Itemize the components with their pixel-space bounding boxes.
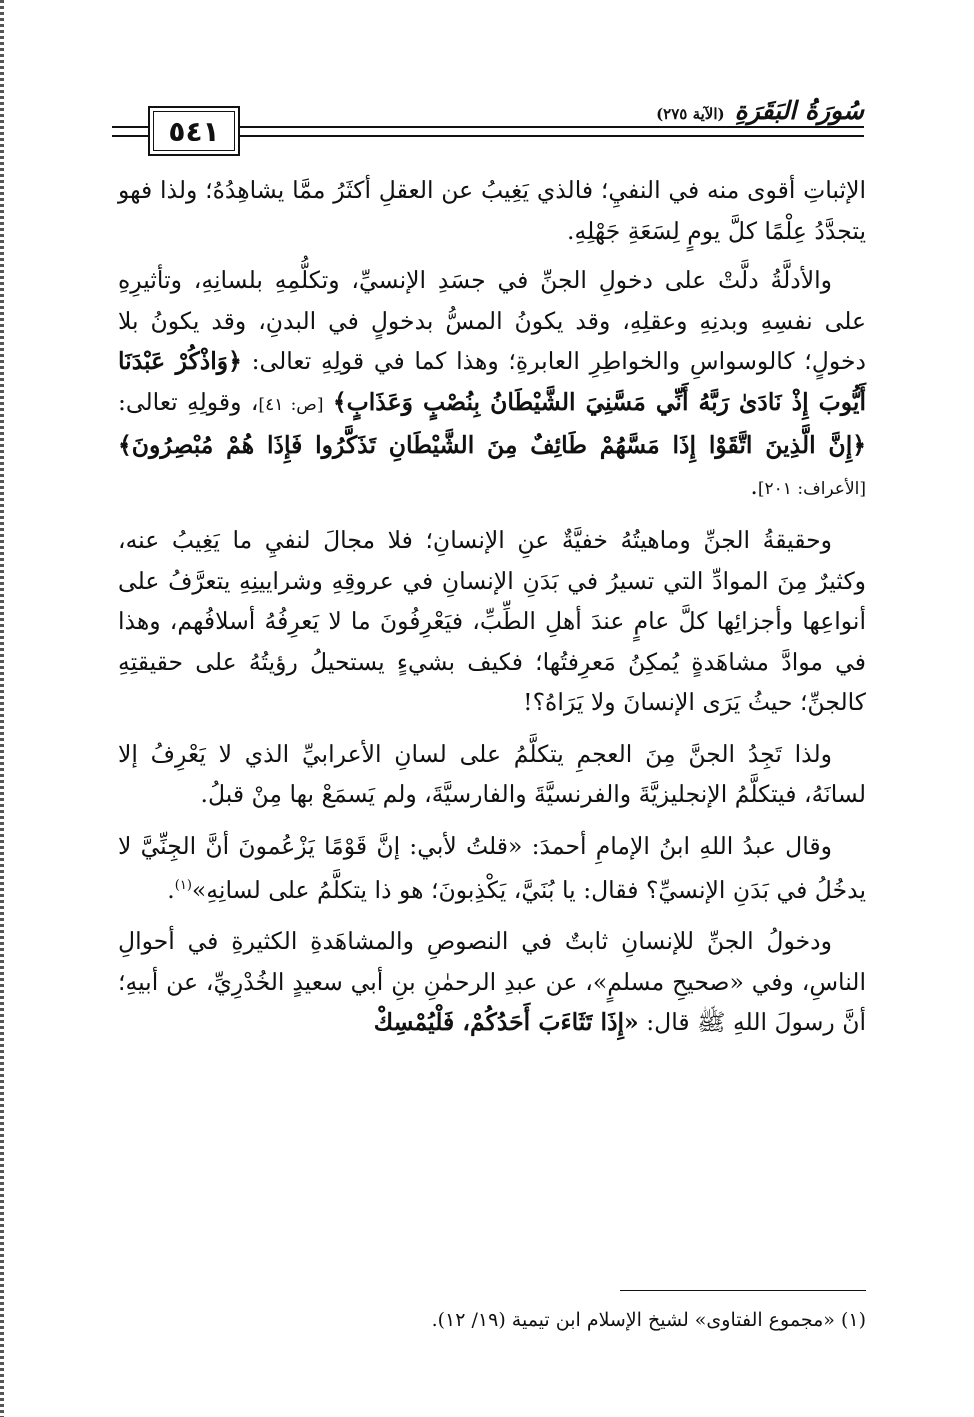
ayah-reference: (الآية ٢٧٥) [656,105,725,123]
paragraph-2 [118,260,866,509]
paragraph-4 [118,734,866,815]
scan-edge [0,0,4,1417]
footnote-marker: (١) [174,878,192,893]
hadith-quote: «إِذَا تَثَاءَبَ أَحَدُكُمْ، فَلْيُمْسِكْ [373,1008,639,1037]
paragraph-2-text-b: ، وقولِهِ تعالى: [118,387,259,416]
footnote [118,1306,866,1334]
footnote-separator [620,1290,866,1291]
verse-ref-sad-41: [ص: ٤١] [258,394,324,415]
paragraph-1-text: الإثباتِ أقوى منه في النفيِ؛ فالذي يَغِيبُ عن العقلِ أكثَرُ ممَّا يشاهِدُهُ؛ ولذا فهو يتجدَّدُ عِلْمًا كلَّ يومٍ لِسَعَةِ جَهْلِهِ. [118,176,866,245]
paragraph-6-text: ودخولُ الجنِّ للإنسانِ ثابتٌ في النصوصِ والمشاهَدةِ الكثيرةِ في أحوالِ الناسِ، وفي «صحيحِ مسلمٍ»، عن عبدِ الرحمٰنِ بنِ أبي سعيدٍ الخُدْرِيِّ، عن أبيهِ؛ أنَّ رسولَ اللهِ ﷺ قال: [118,927,866,1037]
paragraph-2-text: والأدلَّةُ دلَّتْ على دخولِ الجنِّ في جسَدِ الإنسيِّ، وتكلُّمِهِ بلسانِهِ، وتأثيرِهِ على نفسِهِ وبدنِهِ وعقلِهِ، وقد يكونُ المسُّ بدخولٍ في البدنِ، وقد يكونُ بلا دخولٍ؛ كالوسواسِ والخواطِرِ العابرةِ؛ وهذا كما في قولِهِ تعالى: [118,266,866,375]
paragraph-4-text: ولذا تَجِدُ الجنَّ مِنَ العجمِ يتكلَّمُ على لسانِ الأعرابيِّ الذي لا يَعْرِفُ إلا لسانَهُ، فيتكلَّمُ الإنجليزيَّةَ والفرنسيَّةَ والفارسيَّةَ، ولم يَسمَعْ بها مِنْ قبلُ. [118,739,866,808]
paragraph-5 [118,826,866,911]
quran-verse-araf-201: ﴿إِنَّ الَّذِينَ اتَّقَوْا إِذَا مَسَّهُمْ طَائِفٌ مِنَ الشَّيْطَانِ تَذَكَّرُوا فَإِذَا هُمْ مُبْصِرُونَ﴾ [118,431,866,459]
main-text [118,170,866,1054]
surah-title: سُورَةُ البَقَرَةِ [734,96,864,125]
footnote-text: «مجموع الفتاوى» لشيخ الإسلام ابن تيمية (١٩/ ١٢). [431,1309,835,1331]
paragraph-1 [118,170,866,251]
page-number: ٥٤١ [153,111,235,151]
page-number-box [148,106,240,156]
paragraph-2-end: . [750,471,758,500]
footnote-number: (١) [840,1309,866,1331]
running-head [644,96,864,125]
page-header [112,96,864,160]
paragraph-5-end: . [167,875,175,904]
paragraph-3 [118,520,866,723]
verse-ref-araf-201: [الأعراف: ٢٠١] [757,478,866,499]
paragraph-3-text: وحقيقةُ الجنِّ وماهيتُهُ خفيَّةٌ عنِ الإنسانِ؛ فلا مجالَ لنفيِ ما يَغِيبُ عنه، وكثيرٌ مِنَ الموادِّ التي تسيرُ في بَدَنِ الإنسانِ في عروقِهِ وشرايينِهِ يتعرَّفُ على أنواعِها وأجزائِها كلَّ عامٍ عندَ أهلِ الطِّبِّ، فيَعْرِفُونَ ما لا يَعرِفُهُ أسلافُهم، وهذا في موادَّ مشاهَدةٍ يُمكِنُ مَعرِفتُها؛ فكيف بشيءٍ يستحيلُ رؤيتُهُ على حقيقتِهِ كالجنِّ؛ حيثُ يَرَى الإنسانَ ولا يَرَاهُ؟! [118,526,866,716]
quran-verse-sad-41: ﴿وَاذْكُرْ عَبْدَنَا أَيُّوبَ إِذْ نَادَىٰ رَبَّهُ أَنِّي مَسَّنِيَ الشَّيْطَانُ بِنُصْبٍ وَعَذَابٍ﴾ [118,347,866,416]
paragraph-5-text: وقال عبدُ اللهِ ابنُ الإمامِ أحمدَ: «قلتُ لأبي: إنَّ قَوْمًا يَزْعُمونَ أنَّ الجِنِّيَّ لا يدخُلُ في بَدَنِ الإنسيِّ؟ فقال: يا بُنَيَّ، يَكْذِبونَ؛ هو ذا يتكلَّمُ على لسانِهِ» [118,831,866,904]
paragraph-6 [118,921,866,1043]
